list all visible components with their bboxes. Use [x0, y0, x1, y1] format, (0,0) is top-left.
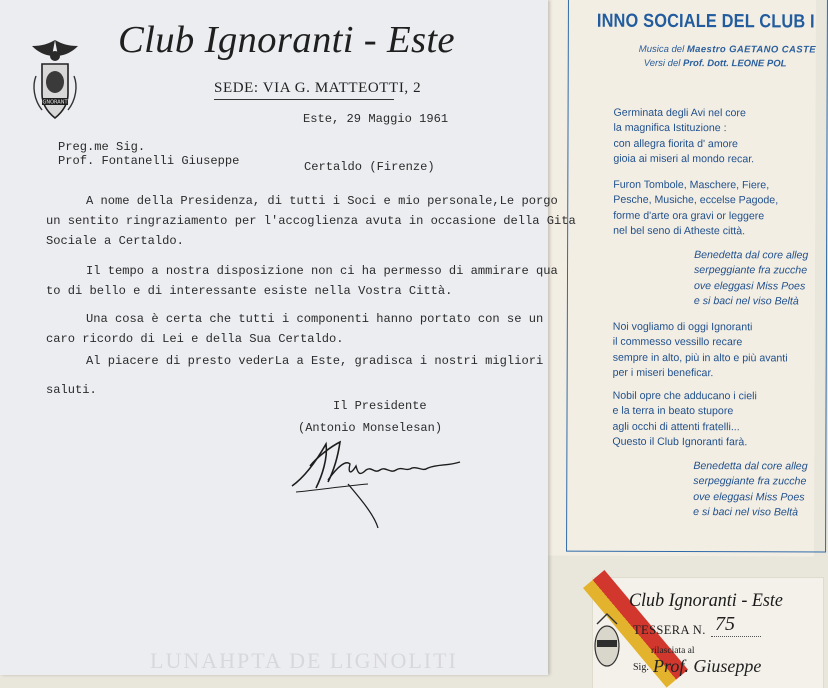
stanza-4	[612, 389, 757, 451]
verse-line: Noi vogliamo di oggi Ignoranti	[612, 320, 753, 334]
verse-line: per i miseri beneficar.	[612, 366, 714, 380]
stanza-1	[613, 106, 754, 168]
card-sig-label: Sig.	[633, 662, 649, 673]
recipient-name: Prof. Fontanelli Giuseppe	[58, 154, 240, 168]
verse-line: la magnifica Istituzione :	[613, 122, 727, 135]
verses-author: Prof. Dott. LEONE POL	[682, 58, 787, 70]
refrain-line: Benedetta dal core alleg	[693, 460, 808, 473]
verse-line: Nobil opre che adducano i cieli	[612, 389, 757, 403]
verse-line: nel bel seno di Atheste città.	[613, 224, 746, 238]
body-line: to di bello e di interessante esiste nella Vostra Città.	[46, 284, 453, 298]
stanza-2	[613, 178, 778, 240]
verse-line: Furon Tombole, Maschere, Fiere,	[613, 178, 770, 192]
card-holder-name: Prof. Giuseppe	[653, 656, 762, 676]
music-composer: Maestro GAETANO CASTE	[686, 44, 816, 56]
refrain-line: ove eleggasi Miss Poes	[693, 279, 806, 293]
music-prefix: Musica del	[638, 43, 687, 56]
club-title: Club Ignoranti - Este	[118, 19, 455, 61]
stanza-3	[613, 320, 788, 382]
anthem-sheet	[544, 0, 816, 556]
body-line: Sociale a Certaldo.	[46, 234, 184, 248]
body-line: caro ricordo di Lei e della Sua Certaldo.	[46, 332, 344, 346]
address-underline	[214, 99, 394, 100]
refrain-2	[693, 459, 807, 521]
card-title: Club Ignoranti - Este	[629, 590, 783, 611]
club-emblem-icon	[26, 36, 84, 122]
verses-prefix: Versi del	[643, 57, 684, 70]
signer-name: (Antonio Monselesan)	[298, 421, 443, 435]
refrain-line: e si baci nel viso Beltà	[693, 505, 799, 519]
verse-line: gioia ai miseri al mondo recar.	[613, 152, 755, 166]
refrain-line: Benedetta dal core alleg	[694, 249, 809, 262]
refrain-1	[694, 248, 808, 310]
body-line: Una cosa è certa che tutti i componenti hanno portato con se un	[86, 312, 544, 326]
verse-line: con allegra fiorita d' amore	[613, 137, 738, 150]
handwritten-signature	[288, 436, 468, 532]
verse-line: sempre in alto, più in alto e più avanti	[612, 351, 788, 364]
body-line: Il tempo a nostra disposizione non ci ha permesso di ammirare qua	[86, 264, 558, 278]
letter-date: Este, 29 Maggio 1961	[303, 112, 449, 126]
refrain-line: serpeggiante fra zucche	[693, 264, 808, 277]
body-line: A nome della Presidenza, di tutti i Soci e mio personale,Le porgo	[86, 194, 558, 208]
emblem-label: IGNORANTI	[41, 99, 69, 106]
anthem-verses-credit	[644, 58, 787, 69]
paper-watermark: LUNAHPTA DE LIGNOLITI	[150, 648, 458, 673]
verse-line: agli occhi di attenti fratelli...	[612, 420, 740, 433]
body-line: saluti.	[46, 383, 97, 397]
verse-line: e la terra in beato stupore	[612, 405, 734, 418]
verse-line: Pesche, Musiche, eccelse Pagode,	[613, 194, 779, 207]
card-number-value: 75	[715, 613, 735, 635]
club-seat-address: SEDE: VIA G. MATTEOTTI, 2	[214, 80, 422, 96]
signer-title: Il Presidente	[333, 399, 427, 413]
membership-card	[593, 578, 823, 688]
verse-line: Germinata degli Avi nel core	[613, 106, 746, 120]
card-number-label: TESSERA N.	[633, 623, 706, 637]
recipient-city: Certaldo (Firenze)	[304, 160, 435, 174]
refrain-line: ove eleggasi Miss Poes	[693, 490, 805, 504]
verse-line: Questo il Club Ignoranti farà.	[612, 435, 748, 449]
body-line: Al piacere di presto vederLa a Este, gradisca i nostri migliori	[86, 354, 544, 368]
body-line: un sentito ringraziamento per l'accoglienza avuta in occasione della Gita	[46, 214, 576, 228]
verse-line: il commesso vessillo recare	[612, 336, 743, 349]
anthem-music-credit	[639, 44, 816, 56]
refrain-line: serpeggiante fra zucche	[693, 475, 807, 488]
verse-line: forme d'arte ora gravi or leggere	[613, 209, 765, 222]
anthem-title: INNO SOCIALE DEL CLUB I	[596, 10, 815, 33]
recipient-salutation: Preg.me Sig.	[58, 140, 146, 154]
refrain-line: e si baci nel viso Beltà	[693, 294, 799, 308]
card-number-dots	[711, 636, 761, 637]
card-emblem-icon	[593, 606, 615, 676]
card-issued-to: rilasciata al	[651, 646, 695, 656]
